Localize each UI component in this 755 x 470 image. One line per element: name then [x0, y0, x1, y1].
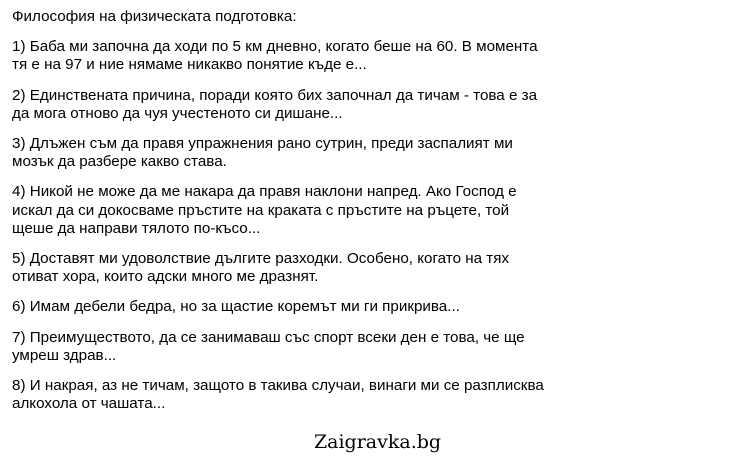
list-item-line: искал да си докосваме пръстите на краката с пръстите на ръцете, той — [12, 201, 510, 219]
list-item-line: алкохола от чашата... — [12, 395, 166, 413]
list-item-line: 7) Преимуществото, да се занимаваш със спорт всеки ден е това, че ще — [12, 328, 525, 346]
list-item-4 — [12, 183, 572, 238]
document-title: Философия на физическата подготовка: — [12, 8, 297, 25]
list-item-1 — [12, 38, 572, 74]
list-item-3 — [12, 135, 572, 171]
list-item-6 — [12, 298, 572, 316]
list-item-8 — [12, 377, 572, 413]
list-item-line: умреш здрав... — [12, 346, 117, 364]
list-item-line: 8) И накрая, аз не тичам, защото в такива случаи, винаги ми се разплисква — [12, 377, 544, 395]
list-item-line: 3) Длъжен съм да правя упражнения рано сутрин, преди заспалият ми — [12, 135, 513, 153]
list-item-7 — [12, 329, 572, 365]
list-item-line: мозък да разбере какво става. — [12, 153, 227, 171]
list-item-line: 1) Баба ми започна да ходи по 5 км дневно, когато беше на 60. В момента — [12, 38, 538, 56]
list-item-line: тя е на 97 и ние нямаме никакво понятие къде е... — [12, 56, 367, 74]
list-item-line: 4) Никой не може да ме накара да правя наклони напред. Ако Господ е — [12, 183, 517, 201]
list-item-line: да мога отново да чуя учестеното си дишане... — [12, 104, 343, 122]
list-item-line: 2) Единствената причина, поради която бих започнал да тичам - това е за — [12, 86, 538, 104]
list-item-line: 5) Доставят ми удоволствие дългите разходки. Особено, когато на тях — [12, 250, 510, 268]
site-watermark: Zaigravka.bg — [313, 431, 442, 453]
list-item-line: отиват хора, които адски много ме дразнят. — [12, 268, 319, 286]
list-item-5 — [12, 250, 572, 286]
document-body — [12, 8, 572, 425]
list-item-line: щеше да направи тялото по-късо... — [12, 219, 261, 237]
list-item-line: 6) Имам дебели бедра, но за щастие коремът ми ги прикрива... — [12, 298, 460, 316]
list-item-2 — [12, 87, 572, 123]
